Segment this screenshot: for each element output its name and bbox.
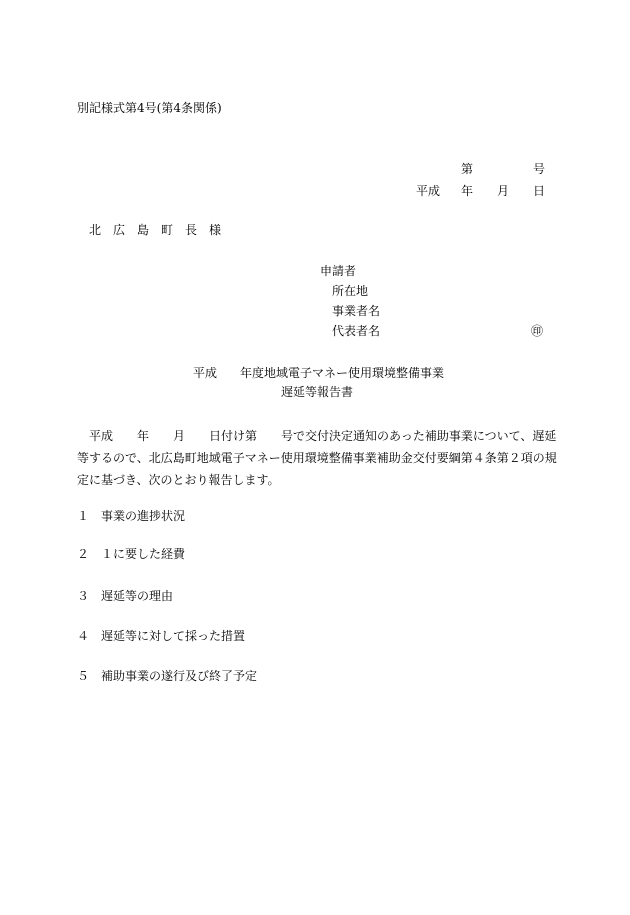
item-3-num: ３ xyxy=(77,589,90,603)
item-1-num: １ xyxy=(77,509,90,523)
body-line-3: 定に基づき、次のとおり報告します。 xyxy=(77,473,280,487)
item-2-label: １に要した経費 xyxy=(101,547,186,561)
date-day: 日 xyxy=(533,184,546,198)
seal-icon: ㊞ xyxy=(531,324,544,338)
number-go: 号 xyxy=(533,162,546,176)
applicant-representative: 代表者名 xyxy=(332,324,381,338)
date-year: 年 xyxy=(461,184,474,198)
number-dai: 第 xyxy=(461,162,474,176)
item-1-label: 事業の進捗状況 xyxy=(101,509,186,523)
date-era: 平成 xyxy=(416,184,441,198)
applicant-business-name: 事業者名 xyxy=(332,304,381,318)
title-era: 平成 xyxy=(193,366,218,380)
item-3-label: 遅延等の理由 xyxy=(101,589,174,603)
body-line-1: 平成 年 月 日付け第 号で交付決定通知のあった補助事業について、遅延 xyxy=(89,429,557,443)
applicant-address: 所在地 xyxy=(332,284,369,298)
title-line1: 年度地域電子マネー使用環境整備事業 xyxy=(240,366,445,380)
body-line-2: 等するので、北広島町地域電子マネー使用環境整備事業補助金交付要綱第４条第２項の規 xyxy=(77,451,557,465)
form-label: 別記様式第4号(第4条関係) xyxy=(77,101,222,115)
item-4-label: 遅延等に対して採った措置 xyxy=(101,629,246,643)
body-paragraph xyxy=(77,425,557,491)
title-line2: 遅延等報告書 xyxy=(281,385,354,399)
date-month: 月 xyxy=(497,184,510,198)
item-5-num: ５ xyxy=(77,669,90,683)
item-2-num: ２ xyxy=(77,547,90,561)
applicant-heading: 申請者 xyxy=(320,264,357,278)
addressee: 北 広 島 町 長 様 xyxy=(89,223,222,237)
item-5-label: 補助事業の遂行及び終了予定 xyxy=(101,669,258,683)
item-4-num: ４ xyxy=(77,629,90,643)
